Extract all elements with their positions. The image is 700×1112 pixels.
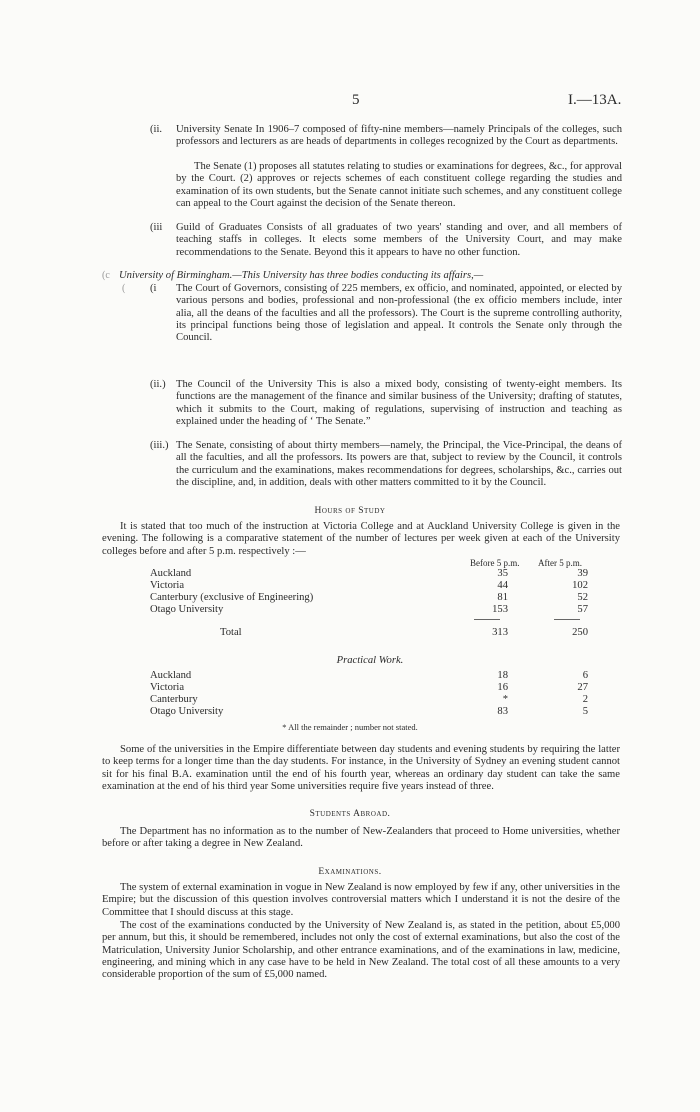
table-row xyxy=(150,682,620,694)
total-label: Total xyxy=(220,627,242,638)
examinations-paragraph-1: The system of external examination in vogue in New Zealand is now employed by few if any, other universities in the Empire; but the discussion of this question involves controversial matters which I understand it is not the desire of the Committee that I should discuss at this stage. xyxy=(102,882,620,918)
before-value: 83 xyxy=(497,706,508,717)
practical-table xyxy=(150,670,620,718)
before-value: 18 xyxy=(497,670,508,681)
table-row xyxy=(150,670,620,682)
item-text: The Council of the University This is also a mixed body, consisting of twenty-eight members. Its functions are the management of the finance and similar business of the University; drafting of statutes, which it submits to the Court, making of regulations, supervising of instruction and teaching as explained under the heading of ‘ The Senate.” xyxy=(176,379,622,427)
after-value: 6 xyxy=(582,670,588,681)
margin-c-label: (c xyxy=(102,270,110,281)
total-before: 313 xyxy=(492,627,508,638)
examinations-paragraph-2: The cost of the examinations conducted by the University of New Zealand is, as stated in the petition, about £5,000 per annum, but this, it should be remembered, includes not only the cost of external examinations, but also the cost of the Matriculation, University Junior Scholarship, and other entrance examinations, and of the examinations in law, medicine, engineering, and mining which in any case have to be held in New Zealand. The total cost of all these amounts to a very considerable proportion of the sum of £5,000 named. xyxy=(102,920,620,981)
after-value: 52 xyxy=(577,592,588,603)
row-label: Victoria xyxy=(150,682,185,693)
hours-table xyxy=(150,568,620,616)
students-abroad-heading: Students Abroad. xyxy=(309,809,391,819)
table-row xyxy=(150,706,620,718)
item-text: The Court of Governors, consisting of 225 members, ex officio, and nominated, appointed, or elected by various persons and bodies, professional and non-professional (the ex officio members include, inter alia, all the deans of the faculties and all the professors). The Court is the supreme controlling authority, its principal functions being those of legislation and appeal. It controls the Senate only through the Council. xyxy=(176,283,622,344)
table-row xyxy=(150,580,620,592)
hours-paragraph: It is stated that too much of the instruction at Victoria College and at Auckland University College is given in the evening. The following is a comparative statement of the number of lectures per week given at each of the University colleges before and after 5 p.m. respectively :— xyxy=(102,521,620,557)
before-value: 44 xyxy=(497,580,508,591)
before-value: 16 xyxy=(497,682,508,693)
before-value: 35 xyxy=(497,568,508,579)
item-number: (iii xyxy=(150,222,163,233)
table-row xyxy=(150,604,620,616)
item-number: (ii. xyxy=(150,124,163,135)
footnote: * All the remainder ; number not stated. xyxy=(282,722,418,732)
row-label: Victoria xyxy=(150,580,185,591)
examinations-heading: Examinations. xyxy=(318,867,382,877)
row-label: Auckland xyxy=(150,568,192,579)
item-text: University Senate In 1906–7 composed of fifty-nine members—namely Principals of the colleges, such professors and lecturers as are heads of departments in colleges recognized by the Court as departments. xyxy=(176,124,622,148)
item-number: (iii.) xyxy=(150,440,169,451)
practical-work-heading: Practical Work. xyxy=(336,655,404,666)
after-value: 27 xyxy=(577,682,588,693)
before-value: 81 xyxy=(497,592,508,603)
document-reference: I.—13A. xyxy=(568,92,622,108)
subtotal-rule-before xyxy=(474,619,500,620)
table-row xyxy=(150,568,620,580)
subtotal-rule-after xyxy=(554,619,580,620)
day-evening-paragraph: Some of the universities in the Empire differentiate between day students and evening students by requiring the latter to keep terms for a longer time than the day students. For instance, in the University of Sydney an evening student cannot sit for his final B.A. examination until the end of his fourth year, whereas an ordinary day student can take the same examination at the end of his third year Some universities require five years instead of three. xyxy=(102,744,620,792)
total-after: 250 xyxy=(572,627,588,638)
margin-mark: ( xyxy=(122,283,126,294)
col-after-header: After 5 p.m. xyxy=(538,558,582,568)
before-value: 153 xyxy=(492,604,508,615)
after-value: 2 xyxy=(582,694,588,705)
page-number: 5 xyxy=(352,92,360,108)
item-text: The Senate, consisting of about thirty members—namely, the Principal, the Vice-Principal, the deans of all the faculties, and all the professors. Its powers are that, subject to review by the Council, it controls the curriculum and the examinations, makes recommendations for degrees, scholarships, &c., carries out the discipline, and, in addition, deals with other matters committed to it by the Council. xyxy=(176,440,622,488)
hours-heading: Hours of Study xyxy=(314,506,386,516)
row-label: Otago University xyxy=(150,604,224,615)
row-label: Otago University xyxy=(150,706,224,717)
item-number: (ii.) xyxy=(150,379,166,390)
students-abroad-paragraph: The Department has no information as to the number of New-Zealanders that proceed to Home universities, whether before or after taking a degree in New Zealand. xyxy=(102,826,620,850)
row-label: Canterbury xyxy=(150,694,198,705)
after-value: 39 xyxy=(577,568,588,579)
before-value: * xyxy=(502,694,508,705)
table-row xyxy=(150,694,620,706)
total-row xyxy=(150,627,620,639)
birmingham-intro: University of Birmingham.—This University has three bodies conducting its affairs,— xyxy=(119,270,484,281)
row-label: Auckland xyxy=(150,670,192,681)
row-label: Canterbury (exclusive of Engineering) xyxy=(150,592,314,603)
table-row xyxy=(150,627,620,639)
after-value: 5 xyxy=(582,706,588,717)
table-row xyxy=(150,592,620,604)
after-value: 102 xyxy=(572,580,588,591)
item-number: (i xyxy=(150,283,157,294)
item-text: Guild of Graduates Consists of all graduates of two years' standing and over, and all members of teaching staffs in colleges. It elects some members of the University Court, and may make recommendations to the Senate. Beyond this it appears to have no other function. xyxy=(176,222,622,258)
col-before-header: Before 5 p.m. xyxy=(470,558,520,568)
item-continuation: The Senate (1) proposes all statutes relating to studies or examinations for degrees, &c., for approval by the Court. (2) approves or rejects schemes of each constituent college regarding the studies and examination of its own students, but the Senate cannot initiate such schemes, and any constituent college can appeal to the Court against the decision of the Senate thereon. xyxy=(176,161,622,209)
after-value: 57 xyxy=(577,604,588,615)
